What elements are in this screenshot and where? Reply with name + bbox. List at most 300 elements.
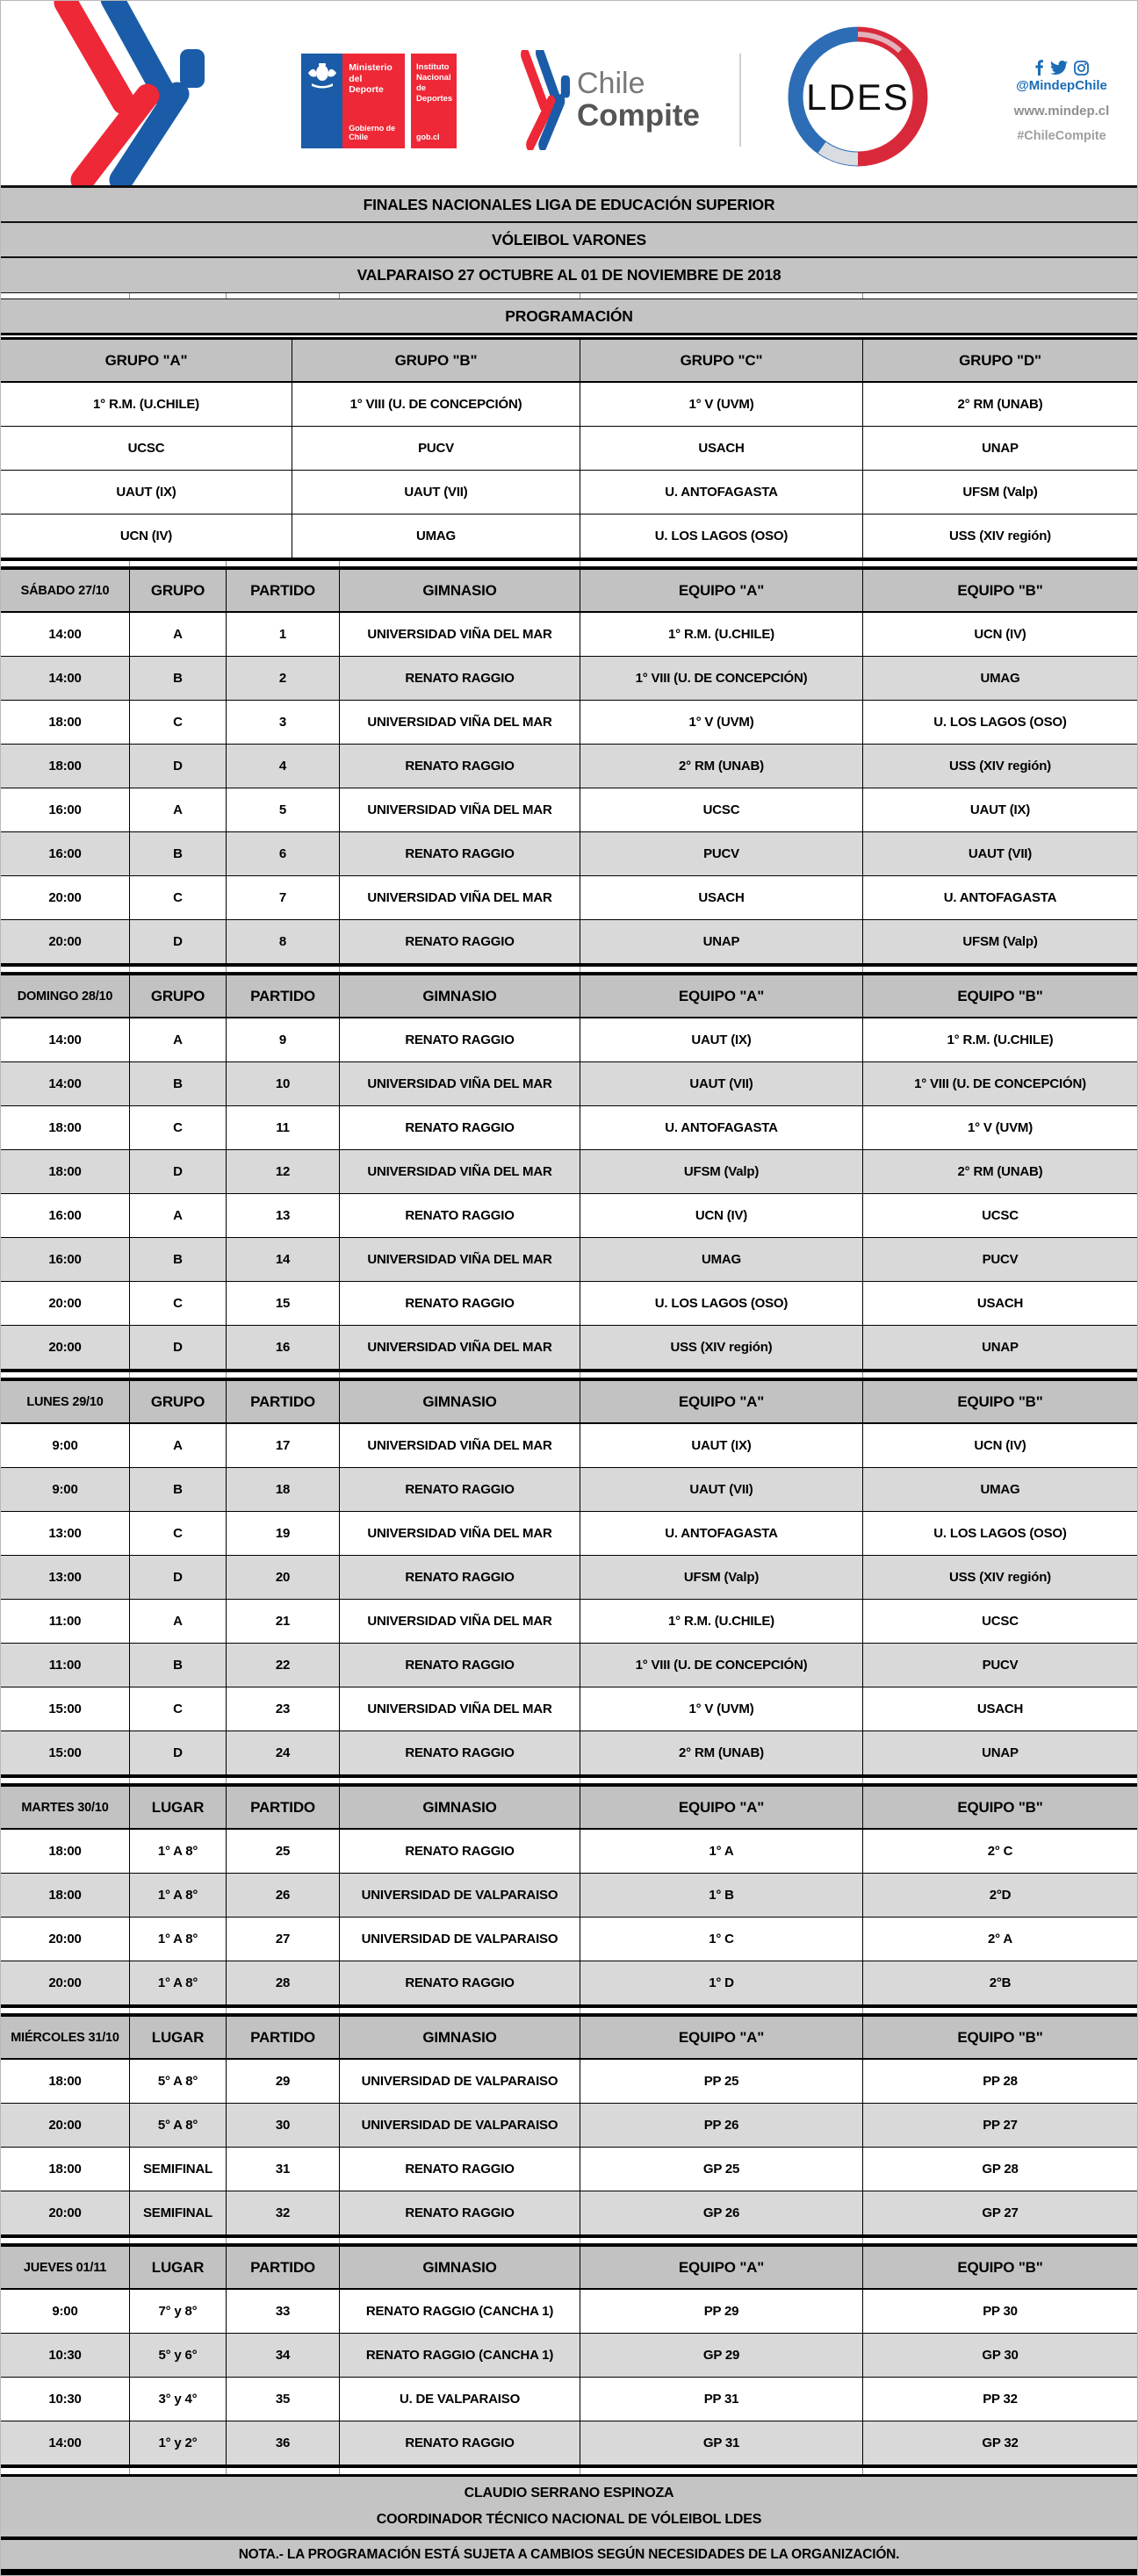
team-a-cell: U. LOS LAGOS (OSO)	[580, 1282, 863, 1325]
team-b-cell: U. ANTOFAGASTA	[943, 890, 1057, 905]
group-team-cell: 1° V (UVM)	[580, 383, 863, 426]
match-number-cell: 15	[227, 1282, 340, 1325]
schedule-column-header: PARTIDO	[227, 1787, 340, 1828]
spacer-cell	[130, 967, 227, 972]
schedule-row	[1, 876, 1137, 920]
team-a-cell: UAUT (VII)	[580, 1468, 863, 1511]
team-a-cell: UNAP	[580, 920, 863, 963]
schedule-column-header: GRUPO	[130, 975, 227, 1017]
gymnasium-cell: UNIVERSIDAD DE VALPARAISO	[340, 1918, 580, 1961]
gymnasium-cell: RENATO RAGGIO	[340, 657, 580, 700]
note-bar: NOTA.- LA PROGRAMACIÓN ESTÁ SUJETA A CAMBIOS SEGÚN NECESIDADES DE LA ORGANIZACIÓN.	[1, 2540, 1137, 2569]
time-cell: 14:00	[1, 613, 130, 656]
team-a-cell: UAUT (IX)	[580, 1424, 863, 1467]
time-cell: 15:00	[1, 1731, 130, 1774]
time-cell: 14:00	[1, 1062, 130, 1105]
ldes-logo	[785, 24, 931, 169]
spacer-cell	[1, 293, 130, 299]
schedule-column-header: LUGAR	[130, 2247, 227, 2288]
schedule-row	[1, 1512, 1137, 1556]
twitter-icon	[1050, 61, 1068, 76]
gymnasium-cell: RENATO RAGGIO	[340, 1830, 580, 1873]
team-a-cell: UAUT (IX)	[580, 1018, 863, 1061]
schedule-day-cell: SÁBADO 27/10	[1, 570, 130, 611]
team-a-cell: PP 25	[580, 2060, 863, 2103]
group-cell: D	[130, 1150, 227, 1193]
team-b-cell: 2° C	[987, 1844, 1013, 1859]
gymnasium-cell: RENATO RAGGIO	[340, 1106, 580, 1149]
gymnasium-cell: UNIVERSIDAD VIÑA DEL MAR	[340, 1326, 580, 1369]
gymnasium-cell: RENATO RAGGIO	[340, 1556, 580, 1599]
time-cell: 20:00	[1, 1326, 130, 1369]
instagram-icon	[1074, 61, 1089, 76]
time-cell: 11:00	[1, 1600, 130, 1643]
team-b-cell: 1° V (UVM)	[967, 1120, 1033, 1135]
schedule-row	[1, 1062, 1137, 1106]
team-a-cell: PP 29	[580, 2290, 863, 2333]
ministerio-deporte-logo	[301, 54, 405, 148]
group-team-cell: U. ANTOFAGASTA	[580, 471, 863, 514]
schedule-header-row	[1, 2247, 1137, 2290]
schedule-column-header: EQUIPO "B"	[957, 1392, 1043, 1410]
team-a-cell: 2° RM (UNAB)	[580, 745, 863, 788]
website-url: www.mindep.cl	[1013, 104, 1110, 119]
group-row	[1, 383, 1137, 427]
time-cell: 18:00	[1, 1874, 130, 1917]
group-row	[1, 427, 1137, 471]
group-team-cell: UAUT (IX)	[1, 471, 292, 514]
team-a-cell: GP 25	[580, 2148, 863, 2191]
schedule-row	[1, 745, 1137, 788]
gymnasium-cell: RENATO RAGGIO (CANCHA 1)	[340, 2290, 580, 2333]
gymnasium-cell: UNIVERSIDAD VIÑA DEL MAR	[340, 788, 580, 831]
gymnasium-cell: RENATO RAGGIO	[340, 832, 580, 875]
gymnasium-cell: UNIVERSIDAD VIÑA DEL MAR	[340, 1424, 580, 1467]
schedule-column-header: PARTIDO	[227, 2017, 340, 2058]
schedule-column-header: EQUIPO "A"	[580, 975, 863, 1017]
spacer-cell	[340, 2468, 580, 2474]
time-cell: 11:00	[1, 1644, 130, 1687]
schedule-column-header: EQUIPO "A"	[580, 1381, 863, 1422]
time-cell: 16:00	[1, 1238, 130, 1281]
group-row	[1, 471, 1137, 514]
team-a-cell: 2° RM (UNAB)	[580, 1731, 863, 1774]
group-cell: C	[130, 1282, 227, 1325]
spacer-cell	[340, 293, 580, 299]
schedule-column-header: EQUIPO "B"	[957, 581, 1043, 599]
spacer-row	[1, 2008, 1137, 2014]
team-b-cell: PUCV	[982, 1658, 1019, 1673]
schedule-row	[1, 1424, 1137, 1468]
gymnasium-cell: UNIVERSIDAD DE VALPARAISO	[340, 1874, 580, 1917]
group-team-cell: USS (XIV región)	[949, 529, 1051, 543]
time-cell: 18:00	[1, 745, 130, 788]
gymnasium-cell: RENATO RAGGIO	[340, 1194, 580, 1237]
spacer-cell	[863, 1372, 1137, 1378]
time-cell: 20:00	[1, 1918, 130, 1961]
spacer-cell	[130, 1372, 227, 1378]
team-a-cell: GP 26	[580, 2191, 863, 2234]
group-header-cell: GRUPO "C"	[580, 340, 863, 381]
match-number-cell: 31	[227, 2148, 340, 2191]
chile-compite-chevron-icon	[515, 50, 572, 150]
team-b-cell: 2°B	[989, 1975, 1012, 1990]
schedule-row	[1, 2290, 1137, 2334]
time-cell: 16:00	[1, 832, 130, 875]
spacer-row	[1, 293, 1137, 299]
match-number-cell: 23	[227, 1687, 340, 1731]
schedule-row	[1, 1644, 1137, 1687]
spacer-cell	[1, 561, 130, 566]
group-cell: D	[130, 1556, 227, 1599]
group-cell: 1° A 8°	[130, 1874, 227, 1917]
gymnasium-cell: UNIVERSIDAD DE VALPARAISO	[340, 2104, 580, 2147]
match-number-cell: 10	[227, 1062, 340, 1105]
spacer-cell	[580, 1372, 863, 1378]
spacer-cell	[1, 2468, 130, 2474]
spacer-cell	[1, 2008, 130, 2013]
spacer-cell	[580, 2468, 863, 2474]
schedule-column-header: LUGAR	[130, 2017, 227, 2058]
group-team-cell: USACH	[580, 427, 863, 470]
time-cell: 13:00	[1, 1512, 130, 1555]
schedule-column-header: GRUPO	[130, 570, 227, 611]
team-b-cell: U. LOS LAGOS (OSO)	[933, 1526, 1067, 1541]
social-icons	[1002, 59, 1121, 76]
bottom-border	[1, 2569, 1137, 2575]
match-number-cell: 8	[227, 920, 340, 963]
gymnasium-cell: RENATO RAGGIO	[340, 1961, 580, 2004]
team-a-cell: 1° R.M. (U.CHILE)	[580, 1600, 863, 1643]
time-cell: 18:00	[1, 1106, 130, 1149]
schedule-column-header: EQUIPO "B"	[957, 2258, 1043, 2276]
match-number-cell: 16	[227, 1326, 340, 1369]
match-number-cell: 5	[227, 788, 340, 831]
gymnasium-cell: RENATO RAGGIO	[340, 920, 580, 963]
time-cell: 18:00	[1, 2148, 130, 2191]
ministerio-title: Ministerio del Deporte	[349, 62, 393, 95]
schedule-row	[1, 1874, 1137, 1918]
gymnasium-cell: RENATO RAGGIO	[340, 1282, 580, 1325]
team-a-cell: U. ANTOFAGASTA	[580, 1106, 863, 1149]
schedule-row	[1, 1468, 1137, 1512]
spacer-cell	[1, 1372, 130, 1378]
team-b-cell: UCN (IV)	[974, 1438, 1026, 1453]
time-cell: 16:00	[1, 1194, 130, 1237]
time-cell: 16:00	[1, 788, 130, 831]
group-cell: A	[130, 1194, 227, 1237]
gymnasium-cell: UNIVERSIDAD VIÑA DEL MAR	[340, 701, 580, 744]
schedule-day-cell: LUNES 29/10	[1, 1381, 130, 1422]
chile-compite-logo	[515, 50, 700, 150]
groups-header-row	[1, 340, 1137, 383]
groups-table	[1, 340, 1137, 558]
match-number-cell: 35	[227, 2378, 340, 2421]
team-b-cell: USACH	[976, 1296, 1024, 1311]
team-a-cell: UFSM (Valp)	[580, 1150, 863, 1193]
team-b-cell: UAUT (VII)	[968, 846, 1033, 861]
team-b-cell: GP 27	[982, 2205, 1019, 2220]
time-cell: 18:00	[1, 1830, 130, 1873]
group-team-cell: UMAG	[292, 514, 580, 558]
schedule-column-header: EQUIPO "A"	[580, 2017, 863, 2058]
schedule-row	[1, 1600, 1137, 1644]
schedule-day-cell: MIÉRCOLES 31/10	[1, 2017, 130, 2058]
match-number-cell: 9	[227, 1018, 340, 1061]
match-number-cell: 20	[227, 1556, 340, 1599]
schedule-column-header: GIMNASIO	[340, 975, 580, 1017]
schedule-row	[1, 1961, 1137, 2005]
team-b-cell: PP 28	[983, 2074, 1018, 2089]
spacer-row	[1, 967, 1137, 973]
group-cell: C	[130, 1512, 227, 1555]
match-number-cell: 14	[227, 1238, 340, 1281]
gymnasium-cell: UNIVERSIDAD VIÑA DEL MAR	[340, 1600, 580, 1643]
team-b-cell: UNAP	[982, 1340, 1019, 1355]
spacer-cell	[130, 2008, 227, 2013]
schedule-column-header: GRUPO	[130, 1381, 227, 1422]
schedule-row	[1, 2421, 1137, 2465]
spacer-cell	[863, 2008, 1137, 2013]
spacer-row	[1, 1372, 1137, 1378]
team-a-cell: GP 31	[580, 2421, 863, 2464]
team-b-cell: GP 32	[982, 2436, 1019, 2450]
spacer-cell	[580, 2238, 863, 2243]
gymnasium-cell: RENATO RAGGIO	[340, 1468, 580, 1511]
schedule-row	[1, 2334, 1137, 2378]
schedule-header-row	[1, 1787, 1137, 1830]
header-divider	[739, 54, 741, 147]
gymnasium-cell: RENATO RAGGIO (CANCHA 1)	[340, 2334, 580, 2377]
group-cell: SEMIFINAL	[130, 2148, 227, 2191]
schedule-row	[1, 1830, 1137, 1874]
team-a-cell: UFSM (Valp)	[580, 1556, 863, 1599]
group-cell: C	[130, 701, 227, 744]
match-number-cell: 34	[227, 2334, 340, 2377]
schedule-day-cell: MARTES 30/10	[1, 1787, 130, 1828]
time-cell: 20:00	[1, 1961, 130, 2004]
facebook-icon	[1034, 60, 1044, 76]
spacer-cell	[1, 1778, 130, 1783]
gymnasium-cell: UNIVERSIDAD VIÑA DEL MAR	[340, 1062, 580, 1105]
spacer-cell	[863, 2238, 1137, 2243]
time-cell: 10:30	[1, 2334, 130, 2377]
instituto-title: Instituto Nacional de Deportes	[416, 62, 453, 104]
time-cell: 13:00	[1, 1556, 130, 1599]
team-a-cell: UMAG	[580, 1238, 863, 1281]
programacion-title: PROGRAMACIÓN	[1, 299, 1137, 333]
group-cell: 5° y 6°	[130, 2334, 227, 2377]
spacer-cell	[340, 561, 580, 566]
gymnasium-cell: UNIVERSIDAD VIÑA DEL MAR	[340, 1687, 580, 1731]
match-number-cell: 13	[227, 1194, 340, 1237]
team-b-cell: 2°D	[989, 1888, 1012, 1903]
group-cell: 1° y 2°	[130, 2421, 227, 2464]
match-number-cell: 28	[227, 1961, 340, 2004]
team-a-cell: 1° V (UVM)	[580, 1687, 863, 1731]
team-a-cell: USS (XIV región)	[580, 1326, 863, 1369]
time-cell: 14:00	[1, 2421, 130, 2464]
schedule-row	[1, 2191, 1137, 2235]
spacer-cell	[340, 2238, 580, 2243]
group-header-cell: GRUPO "B"	[292, 340, 580, 381]
discipline-title: VÓLEIBOL VARONES	[1, 223, 1137, 258]
spacer-cell	[340, 1778, 580, 1783]
gymnasium-cell: RENATO RAGGIO	[340, 2191, 580, 2234]
gymnasium-cell: UNIVERSIDAD VIÑA DEL MAR	[340, 876, 580, 919]
schedule-row	[1, 2060, 1137, 2104]
schedule-header-row	[1, 570, 1137, 613]
chile-compite-wordmark: Chile Compite	[577, 67, 700, 133]
group-cell: B	[130, 1644, 227, 1687]
match-number-cell: 24	[227, 1731, 340, 1774]
team-b-cell: UCSC	[982, 1208, 1019, 1223]
gymnasium-cell: RENATO RAGGIO	[340, 1018, 580, 1061]
group-team-cell: UAUT (VII)	[292, 471, 580, 514]
match-number-cell: 25	[227, 1830, 340, 1873]
team-b-cell: USACH	[976, 1702, 1024, 1716]
group-cell: D	[130, 1326, 227, 1369]
group-cell: D	[130, 745, 227, 788]
match-number-cell: 1	[227, 613, 340, 656]
time-cell: 9:00	[1, 1424, 130, 1467]
match-number-cell: 11	[227, 1106, 340, 1149]
spacer-row	[1, 561, 1137, 567]
match-number-cell: 12	[227, 1150, 340, 1193]
schedule-column-header: EQUIPO "A"	[580, 1787, 863, 1828]
spacer-cell	[863, 2468, 1137, 2474]
group-cell: 7° y 8°	[130, 2290, 227, 2333]
spacer-cell	[227, 1372, 340, 1378]
team-b-cell: PP 32	[983, 2392, 1018, 2407]
schedule-row	[1, 1731, 1137, 1775]
group-cell: B	[130, 1238, 227, 1281]
schedule-row	[1, 2378, 1137, 2421]
team-a-cell: PP 26	[580, 2104, 863, 2147]
schedule-column-header: EQUIPO "B"	[957, 1798, 1043, 1816]
schedule-row	[1, 788, 1137, 832]
group-cell: A	[130, 1018, 227, 1061]
schedule-column-header: EQUIPO "B"	[957, 2028, 1043, 2046]
schedule-row	[1, 920, 1137, 964]
header-logo-bar	[1, 1, 1137, 188]
spacer-cell	[580, 1778, 863, 1783]
team-b-cell: 1° R.M. (U.CHILE)	[947, 1033, 1054, 1047]
coordinator-block	[1, 2477, 1137, 2536]
match-number-cell: 19	[227, 1512, 340, 1555]
gymnasium-cell: RENATO RAGGIO	[340, 1731, 580, 1774]
spacer-cell	[130, 2468, 227, 2474]
team-b-cell: 2° RM (UNAB)	[957, 1164, 1043, 1179]
spacer-cell	[130, 2238, 227, 2243]
group-header-cell: GRUPO "A"	[1, 340, 292, 381]
match-number-cell: 22	[227, 1644, 340, 1687]
schedule-header-row	[1, 975, 1137, 1018]
venue-dates-title: VALPARAISO 27 OCTUBRE AL 01 DE NOVIEMBRE DE 2018	[1, 258, 1137, 293]
team-a-cell: U. ANTOFAGASTA	[580, 1512, 863, 1555]
spacer-row	[1, 2468, 1137, 2474]
spacer-cell	[580, 293, 863, 299]
spacer-cell	[227, 1778, 340, 1783]
group-row	[1, 514, 1137, 558]
group-cell: C	[130, 876, 227, 919]
group-cell: 5° A 8°	[130, 2104, 227, 2147]
spacer-cell	[863, 1778, 1137, 1783]
match-number-cell: 4	[227, 745, 340, 788]
team-b-cell: U. LOS LAGOS (OSO)	[933, 715, 1067, 730]
schedule-column-header: EQUIPO "A"	[580, 570, 863, 611]
schedule-row	[1, 1106, 1137, 1150]
schedule-column-header: PARTIDO	[227, 975, 340, 1017]
gymnasium-cell: UNIVERSIDAD DE VALPARAISO	[340, 2060, 580, 2103]
group-cell: 3° y 4°	[130, 2378, 227, 2421]
ldes-wordmark: LDES	[806, 76, 910, 118]
schedule-row	[1, 657, 1137, 701]
team-a-cell: PP 31	[580, 2378, 863, 2421]
spacer-cell	[580, 561, 863, 566]
schedule-day-cell: DOMINGO 28/10	[1, 975, 130, 1017]
schedule-row	[1, 1018, 1137, 1062]
schedule-column-header: PARTIDO	[227, 1381, 340, 1422]
ministerio-blue-panel	[301, 54, 342, 148]
group-team-cell: UFSM (Valp)	[962, 485, 1038, 500]
schedule-day-cell: JUEVES 01/11	[1, 2247, 130, 2288]
schedule-row	[1, 1556, 1137, 1600]
schedule-row	[1, 1238, 1137, 1282]
schedule-row	[1, 1918, 1137, 1961]
gymnasium-cell: UNIVERSIDAD VIÑA DEL MAR	[340, 1512, 580, 1555]
team-b-cell: UCN (IV)	[974, 627, 1026, 642]
schedule-tables	[1, 558, 1137, 2465]
schedule-column-header: LUGAR	[130, 1787, 227, 1828]
schedule-row	[1, 1194, 1137, 1238]
time-cell: 18:00	[1, 1150, 130, 1193]
gymnasium-cell: UNIVERSIDAD VIÑA DEL MAR	[340, 613, 580, 656]
spacer-cell	[227, 967, 340, 972]
group-team-cell: UCN (IV)	[1, 514, 292, 558]
team-a-cell: 1° VIII (U. DE CONCEPCIÓN)	[580, 1644, 863, 1687]
group-team-cell: UNAP	[982, 441, 1019, 456]
spacer-cell	[227, 2468, 340, 2474]
match-number-cell: 27	[227, 1918, 340, 1961]
schedule-row	[1, 1150, 1137, 1194]
schedule-column-header: GIMNASIO	[340, 2017, 580, 2058]
social-handle: @MindepChile	[1016, 78, 1107, 93]
spacer-cell	[580, 2008, 863, 2013]
schedule-row	[1, 1282, 1137, 1326]
schedule-column-header: EQUIPO "A"	[580, 2247, 863, 2288]
match-number-cell: 18	[227, 1468, 340, 1511]
group-cell: D	[130, 920, 227, 963]
group-header-cell: GRUPO "D"	[959, 351, 1041, 369]
spacer-cell	[863, 967, 1137, 972]
team-a-cell: 1° V (UVM)	[580, 701, 863, 744]
match-number-cell: 29	[227, 2060, 340, 2103]
spacer-cell	[863, 561, 1137, 566]
time-cell: 18:00	[1, 2060, 130, 2103]
team-b-cell: USS (XIV región)	[949, 1570, 1051, 1585]
time-cell: 10:30	[1, 2378, 130, 2421]
time-cell: 14:00	[1, 657, 130, 700]
match-number-cell: 33	[227, 2290, 340, 2333]
schedule-row	[1, 613, 1137, 657]
team-b-cell: PP 30	[983, 2304, 1018, 2319]
time-cell: 15:00	[1, 1687, 130, 1731]
group-team-cell: 2° RM (UNAB)	[957, 397, 1043, 412]
spacer-cell	[227, 2008, 340, 2013]
chile-coat-of-arms-icon	[305, 61, 340, 90]
match-number-cell: 30	[227, 2104, 340, 2147]
